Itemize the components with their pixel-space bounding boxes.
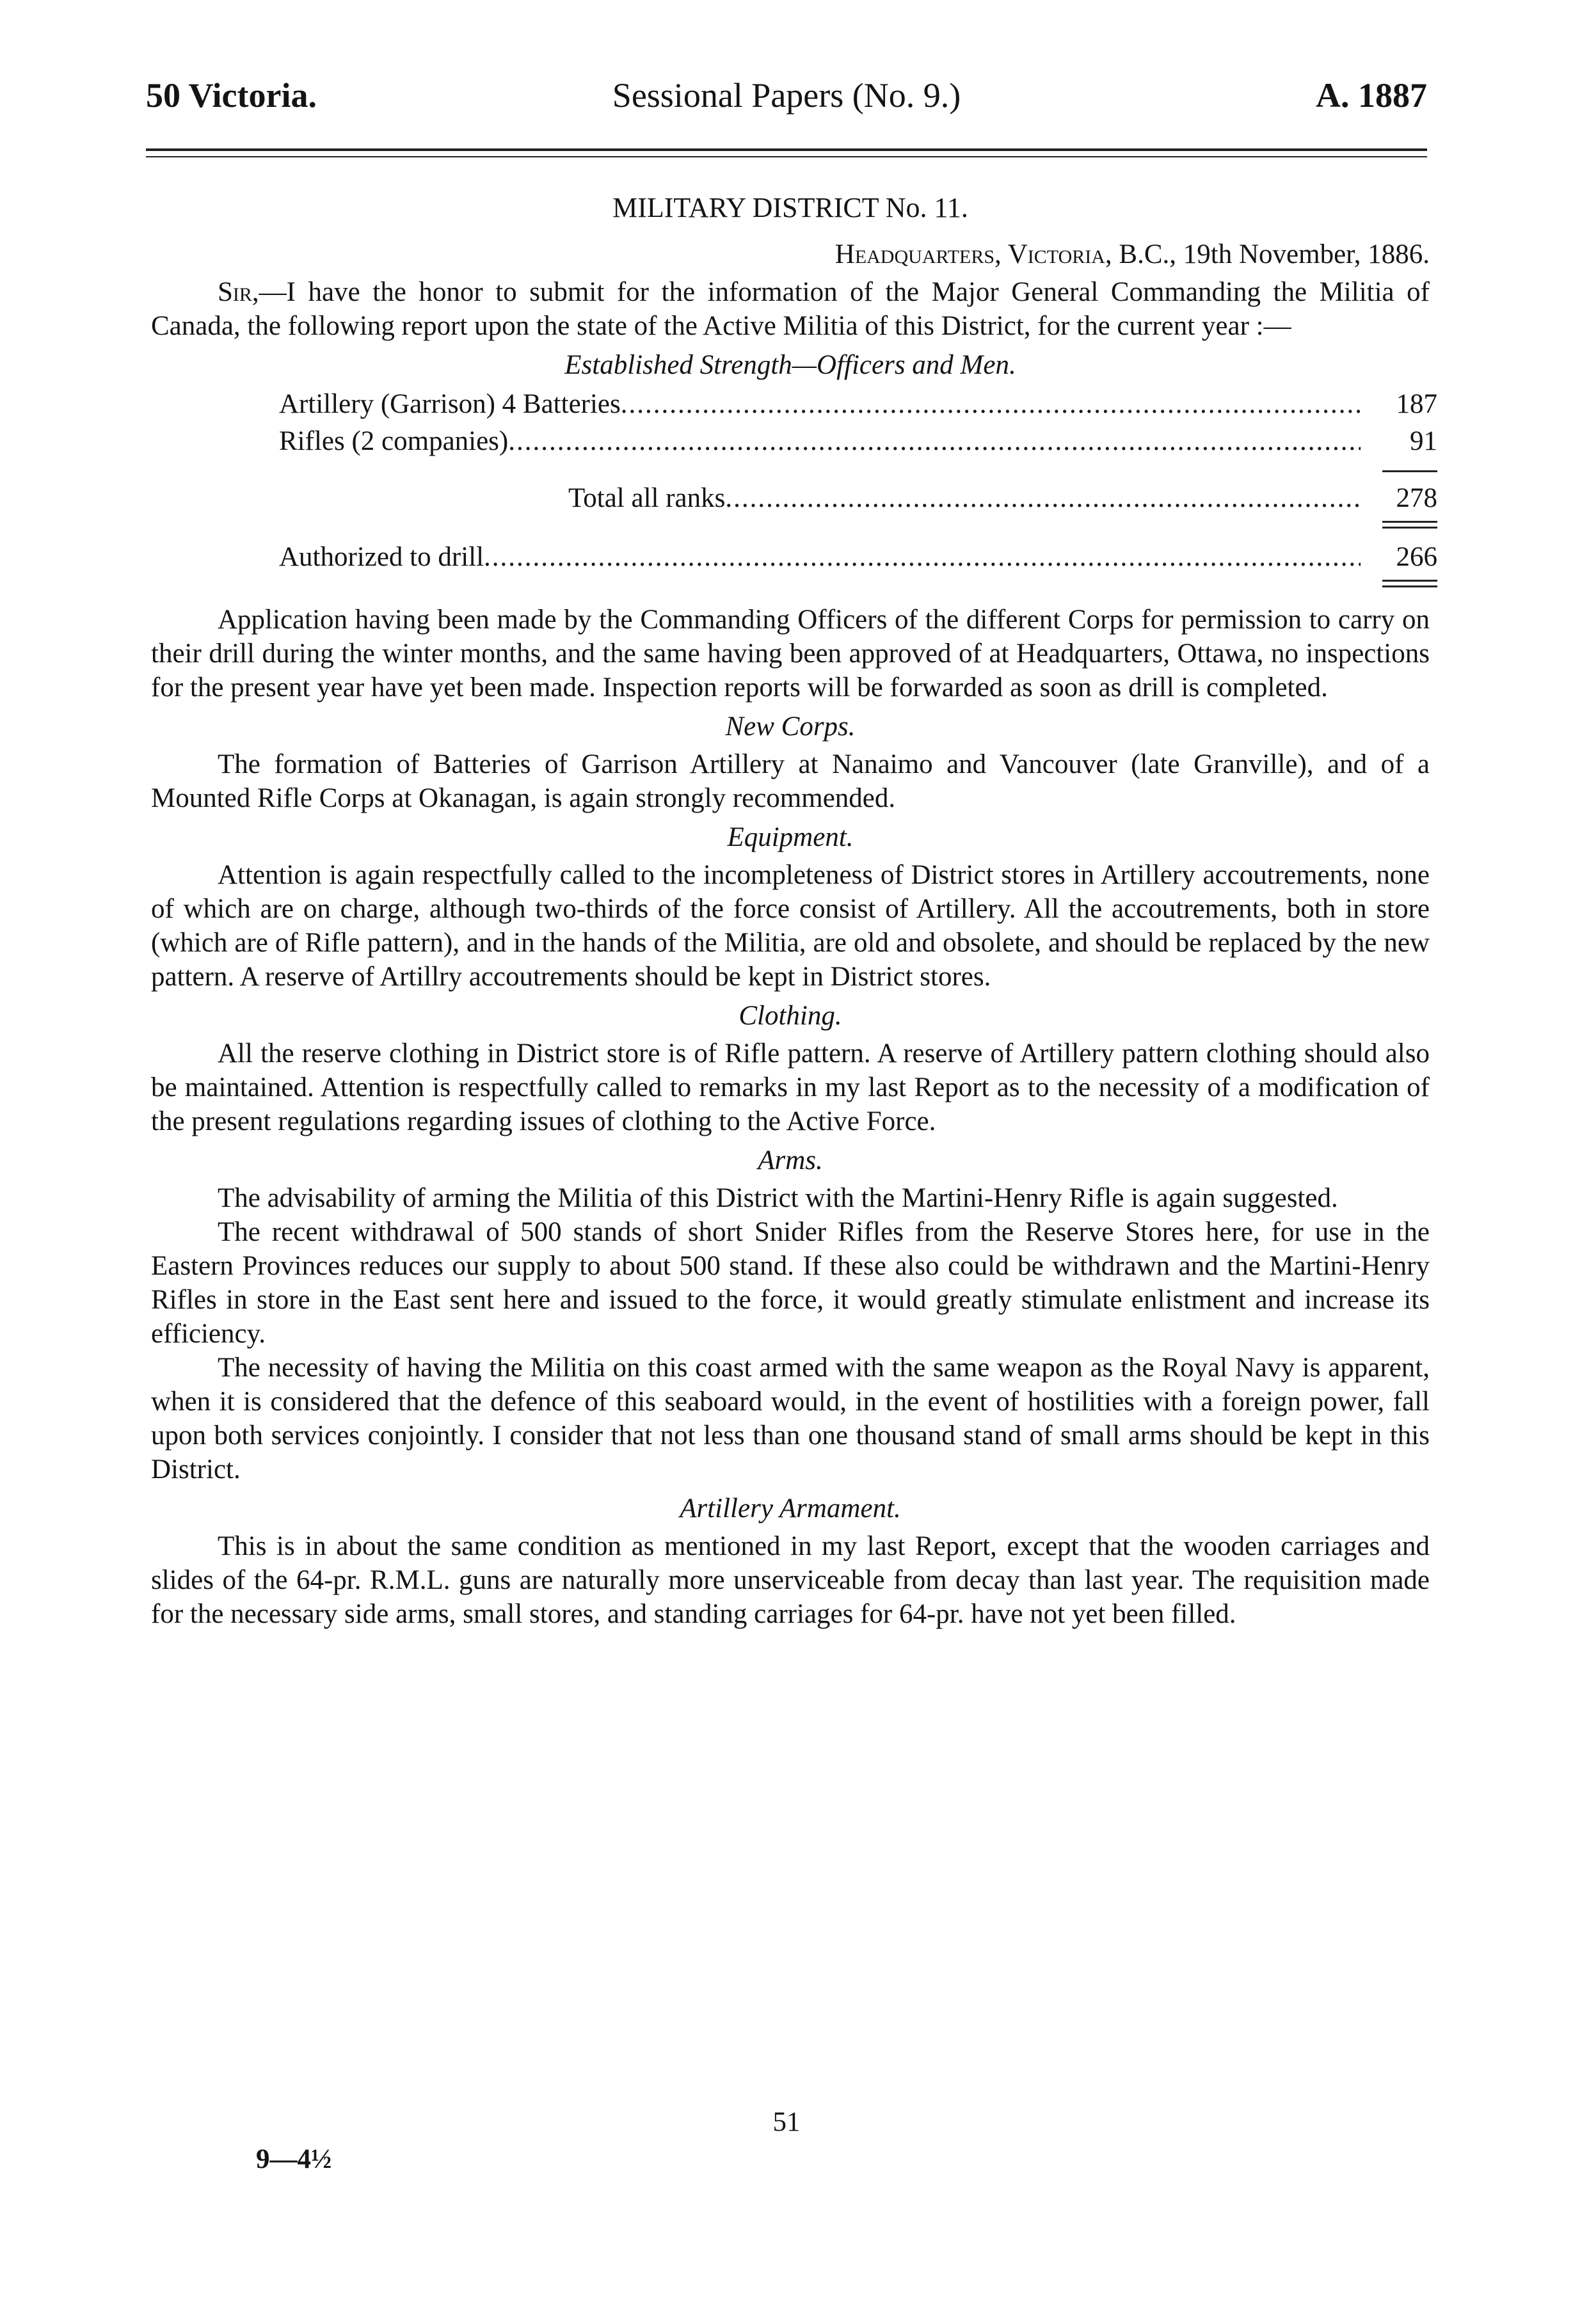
row-label: Artillery (Garrison) 4 Batteries <box>279 389 621 419</box>
signature-mark: 9—4½ <box>256 2144 332 2174</box>
leader-dots <box>484 540 1361 574</box>
section-heading-new-corps: New Corps. <box>725 712 856 742</box>
row-value: 91 <box>1410 426 1437 456</box>
double-rule <box>1382 580 1437 587</box>
district-title: MILITARY DISTRICT No. 11. <box>612 192 968 223</box>
authorized-value: 266 <box>1396 542 1437 572</box>
section-heading-artillery-armament: Artillery Armament. <box>680 1493 901 1524</box>
hq-label: Headquarters, Victoria, <box>834 239 1112 269</box>
header-left: 50 Victoria. <box>146 76 317 115</box>
salutation: Sir, <box>218 277 259 307</box>
section-heading-equipment: Equipment. <box>727 822 854 852</box>
total-value: 278 <box>1396 483 1437 513</box>
headquarters-line <box>151 237 1430 271</box>
header-center: Sessional Papers (No. 9.) <box>612 76 961 115</box>
new-corps-paragraph: The formation of Batteries of Garrison Artillery at Nanaimo and Vancouver (late Granville), and of a Mounted Rifle Corps at Okanagan, is again strongly recommended. <box>151 749 1430 813</box>
header-rule-thin <box>146 156 1427 157</box>
sum-rule <box>1382 470 1437 472</box>
hq-place-date: B.C., 19th November, 1886. <box>1119 239 1430 269</box>
intro-text: —I have the honor to submit for the information of the Major General Commanding the Militia of Canada, the following report upon the state of the Active Militia of this District, for the current year :— <box>151 277 1430 341</box>
clothing-paragraph: All the reserve clothing in District store is of Rifle pattern. A reserve of Artillery pattern clothing should also be maintained. Attention is respectfully called to remarks in my last Report as to the necessity of a modification of the present regulations regarding issues of clothing to the Active Force. <box>151 1039 1430 1136</box>
arms-paragraph-3: The necessity of having the Militia on this coast armed with the same weapon as the Royal Navy is apparent, when it is considered that the defence of this seaboard would, in the event of hostilities with a foreign power, fall upon both services conjointly. I consider that not less than one thousand stand of small arms should be kept in this District. <box>151 1353 1430 1484</box>
authorized-label: Authorized to drill <box>279 542 484 572</box>
application-paragraph: Application having been made by the Commanding Officers of the different Corps for permission to carry on their drill during the winter months, and the same having been approved of at Headquarters, Ottawa, no inspections for the present year have yet been made. Inspection reports will be forwarded as soon as drill is completed. <box>151 605 1430 703</box>
section-heading-arms: Arms. <box>758 1145 823 1175</box>
arms-paragraph-2: The recent withdrawal of 500 stands of short Snider Rifles from the Reserve Stores here, for use in the Eastern Provinces reduces our supply to about 500 stand. If these also could be withdrawn and the Martini-Henry Rifles in store in the East sent here and issued to the force, it would greatly stimulate enlistment and increase its efficiency. <box>151 1217 1430 1349</box>
intro-paragraph <box>151 275 1430 343</box>
leader-dots <box>725 481 1361 515</box>
table-row <box>279 424 1437 461</box>
document-body <box>151 191 1437 1631</box>
leader-dots <box>621 387 1361 421</box>
equipment-paragraph: Attention is again respectfully called to the incompleteness of District stores in Artillery accoutrements, none of which are on charge, although two-thirds of the force consist of Artillery. All the accoutrements, both in store (which are of Rifle pattern), and in the hands of the Militia, are old and obsolete, and should be replaced by the new pattern. A reserve of Artillry accoutrements should be kept in District stores. <box>151 860 1430 992</box>
double-rule <box>1382 521 1437 529</box>
leader-dots <box>508 424 1361 458</box>
table-row <box>279 387 1437 424</box>
authorized-row <box>279 540 1437 577</box>
total-label: Total all ranks <box>568 483 726 513</box>
section-heading-clothing: Clothing. <box>739 1001 842 1031</box>
page-number: 51 <box>772 2107 801 2137</box>
strength-table <box>279 387 1437 587</box>
total-row <box>279 481 1437 518</box>
running-header <box>146 76 1427 127</box>
header-right: A. 1887 <box>1316 76 1427 115</box>
row-label: Rifles (2 companies) <box>279 426 509 456</box>
arms-paragraph-1: The advisability of arming the Militia of this District with the Martini-Henry Rifle is again suggested. <box>218 1183 1338 1213</box>
row-value: 187 <box>1396 389 1437 419</box>
artillery-armament-paragraph: This is in about the same condition as mentioned in my last Report, except that the wooden carriages and slides of the 64-pr. R.M.L. guns are naturally more unserviceable from decay than last year. The requisition made for the necessary side arms, small stores, and standing carriages for 64-pr. have not yet been filled. <box>151 1531 1430 1629</box>
header-rule <box>146 148 1427 151</box>
strength-heading: Established Strength—Officers and Men. <box>564 350 1016 380</box>
